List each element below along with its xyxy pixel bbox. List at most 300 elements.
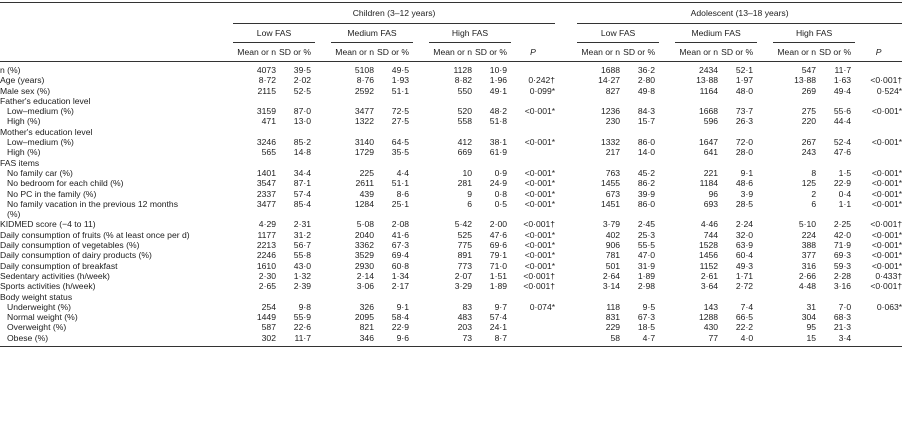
children-p-value-cell: [511, 158, 555, 168]
children-sd-cell: 9·8: [298, 301, 311, 312]
adolescent-sd-cell: 28·0: [735, 147, 754, 158]
children-mean-cell: 1177: [257, 229, 276, 240]
adolescent-p-value-cell: <0·001*: [871, 106, 902, 117]
children-sd-cell: 57·4: [489, 312, 507, 323]
adolescent-p-value-cell: [855, 96, 902, 106]
adolescent-sd-cell: 69·3: [833, 250, 852, 261]
col-p-header: P: [511, 43, 555, 62]
children-sd-cell: 69·4: [391, 250, 409, 261]
adolescent-mean-cell: 118: [606, 301, 621, 312]
table-row: [0, 333, 902, 347]
row-label: Daily consumption of fruits (% at least once per d): [0, 229, 190, 240]
adolescent-sd-cell: 2·72: [735, 281, 754, 292]
adolescent-sd-cell: 31·9: [637, 260, 656, 271]
adolescent-mean-cell: 6: [811, 198, 817, 209]
table-row: [0, 250, 902, 260]
adolescent-mean-cell: 58: [577, 333, 620, 347]
children-mean-cell: 520: [457, 106, 472, 117]
adolescent-sd-cell: 2·28: [833, 270, 852, 281]
adolescent-p-value-cell: <0·001*: [871, 260, 902, 271]
children-mean-cell: 3·06: [356, 281, 374, 292]
adolescent-mean-cell: 430: [703, 322, 719, 333]
adolescent-p-value-cell: <0·001*: [871, 137, 902, 148]
col-mean-header: Mean or n: [233, 43, 276, 62]
children-mean-cell: 2337: [256, 188, 276, 199]
adolescent-mean-cell: 1688: [600, 65, 621, 75]
adolescent-sd-cell: 22·2: [735, 322, 754, 333]
children-group-header: Children (3–12 years): [233, 3, 555, 24]
children-sd-cell: 60·8: [391, 260, 409, 271]
adolescent-mean-cell: 1236: [600, 106, 621, 117]
adolescent-p-value-cell: <0·001*: [871, 229, 902, 240]
children-sd-cell: 1·34: [391, 270, 409, 281]
adolescent-mean-cell: 501: [605, 260, 621, 271]
children-sd-cell: [472, 127, 511, 137]
adolescent-sd-cell: 73·7: [735, 106, 754, 117]
adolescent-sd-cell: 49·8: [637, 85, 656, 96]
children-sd-cell: 67·3: [391, 240, 409, 251]
table-row: [0, 219, 902, 229]
adolescent-sd-cell: 39·9: [637, 188, 656, 199]
children-mean-cell: 1729: [354, 147, 374, 158]
children-mean-cell: 1610: [256, 260, 276, 271]
adolescent-sd-cell: 22·9: [833, 178, 852, 189]
col-sd-header: SD or %: [472, 43, 511, 62]
table-row: [0, 302, 902, 312]
adolescent-sd-cell: 36·2: [637, 65, 656, 75]
children-sd-cell: 87·0: [293, 106, 311, 117]
children-p-value-cell: [511, 312, 555, 322]
adolescent-mean-cell: 217: [605, 147, 621, 158]
adolescent-mean-cell: 77: [675, 333, 718, 347]
children-sd-cell: [472, 96, 511, 106]
children-high-fas-header: High FAS: [429, 24, 511, 43]
children-mean-cell: [233, 127, 276, 137]
children-mean-cell: 3159: [256, 106, 276, 117]
adolescent-mean-cell: 763: [605, 167, 621, 178]
children-mean-cell: 821: [359, 322, 374, 333]
children-p-value-cell: [511, 292, 555, 302]
adolescent-sd-cell: 4·0: [718, 333, 757, 347]
children-mean-cell: 5·42: [454, 219, 472, 230]
children-sd-cell: 49·1: [489, 85, 507, 96]
children-mean-cell: 2930: [354, 260, 374, 271]
table-row: [0, 281, 902, 291]
adolescent-sd-cell: [718, 158, 757, 168]
children-sd-cell: 43·0: [293, 260, 311, 271]
adolescent-mean-cell: 744: [703, 229, 719, 240]
adolescent-p-value-cell: <0·001*: [871, 188, 902, 199]
adolescent-mean-cell: [773, 292, 816, 302]
children-sd-cell: [472, 158, 511, 168]
adolescent-mean-cell: 2: [811, 188, 817, 199]
adolescent-mean-cell: 2·61: [700, 270, 719, 281]
adolescent-sd-cell: [620, 209, 659, 219]
table-row: [0, 116, 902, 126]
table-row: [0, 209, 902, 219]
children-p-value-cell: [511, 147, 555, 157]
adolescent-sd-cell: 3·16: [833, 281, 852, 292]
children-sd-cell: 25·1: [391, 198, 409, 209]
children-mean-cell: 8·72: [258, 75, 276, 86]
children-mean-cell: 326: [359, 301, 374, 312]
adolescent-sd-cell: [816, 127, 855, 137]
children-sd-cell: 1·89: [489, 281, 507, 292]
children-mean-cell: 471: [261, 116, 276, 127]
adolescent-mean-cell: 96: [708, 188, 719, 199]
adolescent-mean-cell: 3·79: [602, 219, 621, 230]
adolescent-mean-cell: 693: [703, 198, 719, 209]
adolescent-high-fas-header: High FAS: [773, 24, 855, 43]
adolescent-mean-cell: 4·48: [798, 281, 817, 292]
adolescent-mean-cell: [773, 127, 816, 137]
children-sd-cell: 2·17: [391, 281, 409, 292]
row-label: Age (years): [0, 75, 45, 86]
children-mean-cell: [331, 127, 374, 137]
adolescent-sd-cell: 1·89: [637, 270, 656, 281]
adolescent-sd-cell: 32·0: [735, 229, 754, 240]
row-label: Underweight (%): [7, 301, 71, 312]
children-sd-cell: 41·6: [391, 229, 409, 240]
children-sd-cell: 22·9: [391, 322, 409, 333]
table-row: [0, 158, 902, 168]
children-sd-cell: 58·4: [391, 312, 409, 323]
adolescent-mean-cell: 14·27: [598, 75, 621, 86]
adolescent-p-value-cell: [855, 147, 902, 157]
table-row: [0, 312, 902, 322]
row-label: Daily consumption of breakfast: [0, 260, 118, 271]
adolescent-mean-cell: 304: [801, 312, 817, 323]
table-row: [0, 199, 902, 209]
adolescent-mean-cell: 2434: [698, 65, 719, 75]
children-sd-cell: 24·9: [489, 178, 507, 189]
children-sd-cell: 22·6: [293, 322, 311, 333]
children-mean-cell: 2095: [354, 312, 374, 323]
children-sd-cell: 13·0: [293, 116, 311, 127]
children-mean-cell: 2·30: [258, 270, 276, 281]
children-mean-cell: 1449: [256, 312, 276, 323]
adolescent-mean-cell: 3·64: [700, 281, 719, 292]
row-label: No family car (%): [7, 167, 73, 178]
children-p-value-cell: <0·001†: [523, 219, 556, 230]
adolescent-mean-cell: 275: [801, 106, 817, 117]
children-sd-cell: 24·1: [489, 322, 507, 333]
children-sd-cell: 14·8: [293, 147, 311, 158]
adolescent-sd-cell: 86·0: [637, 198, 656, 209]
children-p-value-cell: <0·001*: [524, 198, 556, 209]
adolescent-group-header: Adolescent (13–18 years): [577, 3, 902, 24]
children-mean-cell: [331, 96, 374, 106]
table-row: [0, 178, 902, 188]
adolescent-sd-cell: 1·1: [838, 198, 852, 209]
children-sd-cell: 69·6: [489, 240, 507, 251]
children-sd-cell: 61·9: [489, 147, 507, 158]
children-sd-cell: 9·6: [374, 333, 413, 347]
table-row: [0, 189, 902, 199]
children-mean-cell: 1322: [354, 116, 374, 127]
col-mean-header: Mean or n: [429, 43, 472, 62]
table-body: [0, 62, 902, 347]
row-label: No family vacation in the previous 12 months: [7, 198, 179, 209]
adolescent-sd-cell: 63·9: [735, 240, 754, 251]
col-mean-header: Mean or n: [773, 43, 816, 62]
children-sd-cell: 10·9: [489, 65, 507, 75]
children-mean-cell: 1401: [256, 167, 276, 178]
children-sd-cell: 85·2: [293, 137, 311, 148]
children-mean-cell: 203: [457, 322, 472, 333]
col-sd-header: SD or %: [620, 43, 659, 62]
adolescent-sd-cell: 9·5: [642, 301, 656, 312]
adolescent-sd-cell: 59·3: [833, 260, 852, 271]
adolescent-mean-cell: 1152: [699, 260, 719, 271]
adolescent-sd-cell: [816, 209, 855, 219]
children-mean-cell: 8·76: [356, 75, 374, 86]
adolescent-mean-cell: 1288: [698, 312, 719, 323]
adolescent-p-value-cell: <0·001*: [871, 240, 902, 251]
adolescent-mean-cell: 827: [605, 85, 621, 96]
children-sd-cell: 47·6: [489, 229, 507, 240]
adolescent-p-value-cell: [855, 158, 902, 168]
adolescent-mean-cell: [675, 292, 718, 302]
children-p-value-cell: [511, 62, 555, 76]
children-mean-cell: 5108: [354, 65, 374, 75]
row-label: Father's education level: [0, 95, 91, 106]
table-row: [0, 147, 902, 157]
adolescent-mean-cell: 402: [605, 229, 621, 240]
children-mean-cell: 2·14: [356, 270, 374, 281]
table-row: [0, 271, 902, 281]
children-sd-cell: [374, 158, 413, 168]
adolescent-sd-cell: [718, 292, 757, 302]
children-sd-cell: [276, 158, 315, 168]
adolescent-sd-cell: 9·1: [740, 167, 754, 178]
adolescent-mean-cell: 1164: [699, 85, 719, 96]
adolescent-sd-cell: 3·9: [740, 188, 754, 199]
adolescent-mean-cell: 125: [801, 178, 817, 189]
children-mean-cell: 558: [457, 116, 472, 127]
children-sd-cell: 2·31: [293, 219, 311, 230]
adolescent-sd-cell: 11·7: [834, 65, 852, 75]
children-mean-cell: 412: [457, 137, 472, 148]
adolescent-sd-cell: 2·80: [637, 75, 656, 86]
adolescent-sd-cell: 72·0: [735, 137, 754, 148]
row-label: FAS items: [0, 157, 40, 168]
adolescent-sd-cell: 15·7: [637, 116, 656, 127]
children-mean-cell: 225: [359, 167, 374, 178]
adolescent-mean-cell: [577, 96, 620, 106]
row-label: Male sex (%): [0, 85, 51, 96]
col-sd-header: SD or %: [816, 43, 855, 62]
adolescent-sd-cell: 1·97: [735, 75, 754, 86]
row-label: High (%): [7, 147, 41, 158]
adolescent-p-value-cell: [855, 62, 902, 76]
row-label: No PC in the family (%): [7, 188, 97, 199]
adolescent-p-value-cell: <0·001*: [871, 178, 902, 189]
children-mean-cell: 73: [429, 333, 472, 347]
adolescent-sd-cell: 2·25: [833, 219, 852, 230]
adolescent-sd-cell: 7·0: [838, 301, 852, 312]
adolescent-sd-cell: 21·3: [833, 322, 852, 333]
adolescent-sd-cell: 86·2: [637, 178, 656, 189]
adolescent-mean-cell: 1184: [699, 178, 719, 189]
adolescent-sd-cell: 47·0: [637, 250, 656, 261]
row-label: Obese (%): [0, 333, 233, 347]
row-label: KIDMED score (−4 to 11): [0, 219, 96, 230]
children-p-value-cell: [511, 209, 555, 219]
row-label: (%): [7, 209, 21, 220]
adolescent-mean-cell: 230: [605, 116, 621, 127]
adolescent-p-value-cell: [855, 292, 902, 302]
adolescent-sd-cell: 48·0: [735, 85, 754, 96]
table-row: [0, 127, 902, 137]
adolescent-mean-cell: 1456: [698, 250, 719, 261]
adolescent-sd-cell: 18·5: [637, 322, 656, 333]
children-sd-cell: 11·7: [276, 333, 315, 347]
adolescent-mean-cell: 1332: [600, 137, 621, 148]
adolescent-mean-cell: [675, 209, 718, 219]
children-p-value-cell: <0·001*: [524, 137, 556, 148]
col-mean-header: Mean or n: [577, 43, 620, 62]
children-mean-cell: 4·29: [258, 219, 276, 230]
adolescent-mean-cell: [577, 292, 620, 302]
table-row: [0, 62, 902, 76]
children-mean-cell: 2115: [257, 85, 276, 96]
adolescent-sd-cell: [718, 209, 757, 219]
row-label: Body weight status: [0, 291, 73, 302]
children-sd-cell: 51·1: [391, 85, 409, 96]
children-sd-cell: 52·5: [293, 85, 311, 96]
children-mean-cell: 3362: [354, 240, 374, 251]
children-sd-cell: 0·9: [494, 167, 507, 178]
children-mean-cell: 10: [462, 167, 472, 178]
adolescent-mean-cell: 1528: [698, 240, 719, 251]
children-p-value-cell: <0·001†: [523, 270, 556, 281]
children-medium-fas-header: Medium FAS: [331, 24, 413, 43]
adolescent-sd-cell: 0·4: [838, 188, 852, 199]
adolescent-sd-cell: 3·4: [816, 333, 855, 347]
children-mean-cell: 254: [261, 301, 276, 312]
children-mean-cell: [429, 158, 472, 168]
adolescent-mean-cell: [773, 96, 816, 106]
children-sd-cell: 38·1: [489, 137, 507, 148]
adolescent-sd-cell: 26·3: [735, 116, 754, 127]
adolescent-sd-cell: 1·63: [833, 75, 852, 86]
children-mean-cell: 83: [462, 301, 472, 312]
children-mean-cell: 3246: [256, 137, 276, 148]
children-sd-cell: 2·39: [293, 281, 311, 292]
children-mean-cell: 302: [233, 333, 276, 347]
results-table: [0, 2, 902, 347]
adolescent-sd-cell: 60·4: [735, 250, 754, 261]
adolescent-mean-cell: 2·64: [602, 270, 621, 281]
table-row: [0, 322, 902, 332]
adolescent-mean-cell: 267: [801, 137, 817, 148]
children-mean-cell: 2·07: [454, 270, 472, 281]
children-sd-cell: 8·6: [396, 188, 409, 199]
children-sd-cell: 57·4: [293, 188, 311, 199]
children-sd-cell: 48·2: [489, 106, 507, 117]
children-mean-cell: 669: [457, 147, 472, 158]
children-mean-cell: 3140: [354, 137, 374, 148]
children-sd-cell: 0·8: [494, 188, 507, 199]
children-mean-cell: 565: [261, 147, 276, 158]
row-label: Sedentary activities (h/week): [0, 270, 110, 281]
children-sd-cell: 2·02: [293, 75, 311, 86]
children-sd-cell: [472, 209, 511, 219]
children-mean-cell: [233, 96, 276, 106]
adolescent-p-value-cell: 0·433†: [875, 270, 902, 281]
children-mean-cell: 483: [457, 312, 472, 323]
children-p-value-cell: [511, 333, 555, 347]
adolescent-mean-cell: 13·88: [696, 75, 719, 86]
children-mean-cell: 3477: [354, 106, 374, 117]
adolescent-sd-cell: 42·0: [833, 229, 852, 240]
children-mean-cell: 2·65: [258, 281, 276, 292]
adolescent-mean-cell: 5·10: [798, 219, 817, 230]
children-sd-cell: 1·96: [489, 75, 507, 86]
adolescent-mean-cell: 3·14: [602, 281, 621, 292]
children-sd-cell: 55·8: [293, 250, 311, 261]
children-mean-cell: 5·08: [356, 219, 374, 230]
children-mean-cell: 3529: [354, 250, 374, 261]
adolescent-p-value-cell: <0·001*: [871, 250, 902, 261]
row-label: Normal weight (%): [7, 312, 78, 323]
adolescent-mean-cell: 1647: [698, 137, 719, 148]
children-mean-cell: [233, 158, 276, 168]
adolescent-sd-cell: [620, 96, 659, 106]
children-sd-cell: 79·1: [489, 250, 507, 261]
adolescent-mean-cell: [577, 127, 620, 137]
adolescent-sd-cell: 1·5: [838, 167, 852, 178]
col-sd-header: SD or %: [374, 43, 413, 62]
adolescent-sd-cell: 2·24: [735, 219, 754, 230]
children-mean-cell: [331, 292, 374, 302]
children-mean-cell: 439: [359, 188, 374, 199]
table-row: [0, 240, 902, 250]
adolescent-mean-cell: 377: [801, 250, 817, 261]
children-mean-cell: 1128: [453, 65, 472, 75]
children-mean-cell: 6: [467, 198, 472, 209]
adolescent-sd-cell: 86·0: [637, 137, 656, 148]
adolescent-mean-cell: 1455: [600, 178, 621, 189]
adolescent-mean-cell: 547: [801, 65, 817, 75]
children-sd-cell: [374, 96, 413, 106]
children-sd-cell: 49·5: [391, 65, 409, 75]
children-mean-cell: 891: [457, 250, 472, 261]
adolescent-sd-cell: [816, 96, 855, 106]
children-mean-cell: 773: [457, 260, 472, 271]
adolescent-mean-cell: 781: [605, 250, 621, 261]
children-sd-cell: [374, 292, 413, 302]
children-p-value-cell: <0·001*: [524, 260, 556, 271]
children-sd-cell: 35·5: [391, 147, 409, 158]
adolescent-mean-cell: 95: [806, 322, 817, 333]
children-p-value-cell: <0·001*: [524, 167, 556, 178]
adolescent-medium-fas-header: Medium FAS: [675, 24, 757, 43]
adolescent-sd-cell: 1·71: [735, 270, 754, 281]
adolescent-sd-cell: 4·7: [620, 333, 659, 347]
adolescent-mean-cell: 388: [801, 240, 817, 251]
adolescent-mean-cell: 13·88: [794, 75, 817, 86]
children-sd-cell: 1·51: [489, 270, 507, 281]
adolescent-mean-cell: 596: [703, 116, 719, 127]
children-sd-cell: [276, 292, 315, 302]
adolescent-sd-cell: 28·5: [735, 198, 754, 209]
children-sd-cell: 2·08: [391, 219, 409, 230]
adolescent-p-value-cell: [855, 209, 902, 219]
adolescent-sd-cell: 84·3: [637, 106, 656, 117]
table-row: [0, 168, 902, 178]
